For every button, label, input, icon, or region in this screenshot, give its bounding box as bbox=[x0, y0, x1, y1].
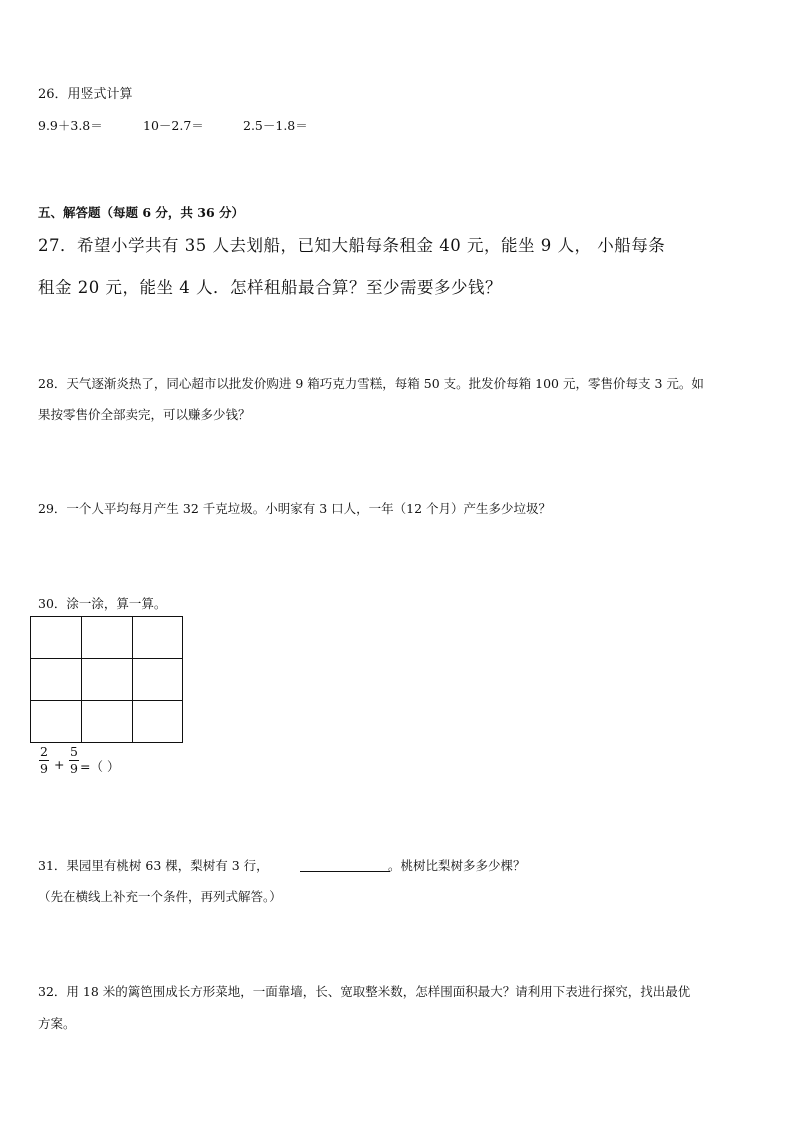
fill-in-line[interactable] bbox=[300, 871, 390, 872]
q26-expr-2: 10－2.7＝ bbox=[143, 118, 204, 133]
section-heading: 五、解答题（每题 6 分，共 36 分） bbox=[38, 205, 245, 220]
grid-line bbox=[31, 700, 182, 701]
q31-text-a: 31．果园里有桃树 63 棵，梨树有 3 行， bbox=[38, 858, 269, 873]
coloring-grid[interactable] bbox=[30, 616, 183, 743]
fraction-1 bbox=[39, 745, 49, 776]
q26-expr-1: 9.9＋3.8＝ bbox=[38, 118, 103, 133]
fraction-1-numerator: 2 bbox=[40, 744, 48, 759]
grid-line bbox=[132, 617, 133, 742]
q28-line-2: 果按零售价全部卖完，可以赚多少钱？ bbox=[38, 407, 251, 422]
q31-line-2: （先在横线上补充一个条件，再列式解答。） bbox=[38, 889, 282, 904]
plus-sign: + bbox=[54, 757, 65, 772]
q26-title: 26．用竖式计算 bbox=[38, 87, 133, 102]
answer-blank[interactable]: =（ ） bbox=[80, 759, 120, 774]
q27-line-2: 租金 20 元，能坐 4 人．怎样租船最合算？至少需要多少钱？ bbox=[38, 278, 502, 297]
q31-text-b: 。桃树比梨树多多少棵？ bbox=[388, 858, 526, 873]
q26-expr-3: 2.5－1.8＝ bbox=[243, 118, 308, 133]
q27-line-1: 27．希望小学共有 35 人去划船，已知大船每条租金 40 元，能坐 9 人， 小船每条 bbox=[38, 236, 666, 255]
question-29: 29．一个人平均每月产生 32 千克垃圾。小明家有 3 口人，一年（12 个月）产生多少垃圾？ bbox=[38, 501, 552, 516]
fraction-2-denominator: 9 bbox=[70, 761, 78, 776]
fraction-1-denominator: 9 bbox=[40, 761, 48, 776]
q32-line-2: 方案。 bbox=[38, 1016, 76, 1031]
fraction-2 bbox=[69, 745, 79, 776]
q32-line-1: 32．用 18 米的篱笆围成长方形菜地，一面靠墙，长、宽取整米数，怎样围面积最大？请利用下表进行探究，找出最优 bbox=[38, 984, 691, 999]
grid-line bbox=[31, 658, 182, 659]
grid-line bbox=[81, 617, 82, 742]
q30-title: 30．涂一涂，算一算。 bbox=[38, 596, 167, 611]
fraction-2-numerator: 5 bbox=[70, 744, 78, 759]
q28-line-1: 28．天气逐渐炎热了，同心超市以批发价购进 9 箱巧克力雪糕，每箱 50 支。批发价每箱 100 元，零售价每支 3 元。如 bbox=[38, 376, 704, 391]
